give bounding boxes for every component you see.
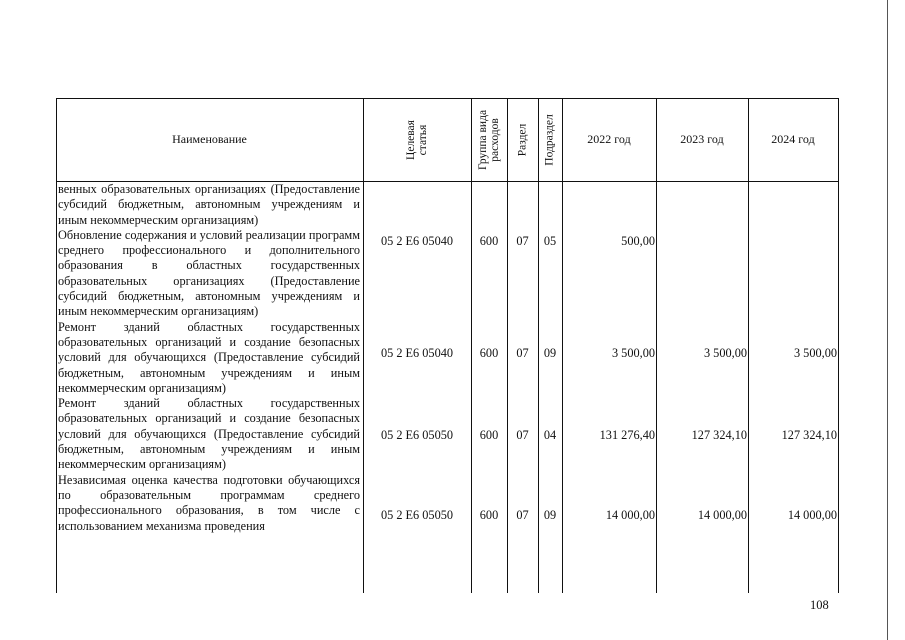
row-subsection: 04 xyxy=(543,428,557,442)
budget-table xyxy=(56,98,839,593)
row-target: 05 2 E6 05040 xyxy=(380,346,454,360)
header-target-label xyxy=(405,120,429,160)
header-2022 xyxy=(562,98,656,181)
header-target-line2: статья xyxy=(417,124,429,155)
row-2023: 127 324,10 xyxy=(691,428,747,442)
header-2023-label: 2023 год xyxy=(680,132,724,146)
row-2024: 3 500,00 xyxy=(793,346,837,360)
header-section-label: Раздел xyxy=(516,123,529,156)
row-subsection: 05 xyxy=(543,234,557,248)
name-paragraph: Ремонт зданий областных государственных образовательных организаций и создание безопасных условий для обучающихся (Предоставление субсидий бюджетным, автономным учреждениям и иным некоммерческим организациям) xyxy=(58,396,360,472)
row-2022: 500,00 xyxy=(621,234,655,248)
header-2022-label: 2022 год xyxy=(587,132,631,146)
name-paragraph: Независимая оценка качества подготовки обучающихся по образовательным программам среднего профессионального образования, в том числе с использованием механизма проведения xyxy=(58,472,360,533)
header-target xyxy=(363,98,471,181)
row-subsection: 09 xyxy=(543,508,557,522)
name-paragraph: Ремонт зданий областных государственных образовательных организаций и создание безопасных условий для обучающихся (Предоставление субсидий бюджетным, автономным учреждениям и иным некоммерческим организациям) xyxy=(58,319,360,395)
header-name-label: Наименование xyxy=(172,132,247,146)
header-group-line1: Группа вида xyxy=(477,109,490,170)
row-section: 07 xyxy=(516,234,529,248)
row-2022: 131 276,40 xyxy=(599,428,655,442)
row-group: 600 xyxy=(479,428,499,442)
header-group-line2: расходов xyxy=(489,117,502,162)
header-2024 xyxy=(748,98,838,181)
row-2023: 14 000,00 xyxy=(697,508,747,522)
header-target-line1: Целевая xyxy=(405,119,417,160)
header-2023 xyxy=(656,98,748,181)
row-2023: 3 500,00 xyxy=(703,346,747,360)
row-group: 600 xyxy=(479,508,499,522)
header-section xyxy=(507,98,538,181)
page-number: 108 xyxy=(810,598,829,612)
name-paragraph: Обновление содержания и условий реализации программ среднего профессионального и дополнительного образования в областных государственных образовательных организациях (Предоставление субсидий бюджетным, автономным учреждениям и иным некоммерческим организациям) xyxy=(58,227,360,319)
name-column xyxy=(58,182,360,534)
name-paragraph: венных образовательных организациях (Предоставление субсидий бюджетным, автономным учреждениям и иным некоммерческим организациям) xyxy=(58,182,360,227)
header-group-label xyxy=(477,109,501,169)
header-2024-label: 2024 год xyxy=(771,132,815,146)
row-target: 05 2 E6 05050 xyxy=(380,508,454,522)
row-target: 05 2 E6 05040 xyxy=(380,234,454,248)
header-group xyxy=(471,98,507,181)
row-target: 05 2 E6 05050 xyxy=(380,428,454,442)
row-2022: 14 000,00 xyxy=(605,508,655,522)
header-subsection-label: Подраздел xyxy=(544,113,556,166)
row-section: 07 xyxy=(516,346,529,360)
row-2024: 14 000,00 xyxy=(787,508,837,522)
row-subsection: 09 xyxy=(543,346,557,360)
row-2024: 127 324,10 xyxy=(781,428,837,442)
row-section: 07 xyxy=(516,508,529,522)
row-2022: 3 500,00 xyxy=(611,346,655,360)
header-name xyxy=(56,98,363,181)
row-section: 07 xyxy=(516,428,529,442)
row-group: 600 xyxy=(479,346,499,360)
header-subsection xyxy=(538,98,562,181)
scan-edge-line xyxy=(887,0,888,640)
column-divider xyxy=(838,98,839,593)
row-group: 600 xyxy=(479,234,499,248)
